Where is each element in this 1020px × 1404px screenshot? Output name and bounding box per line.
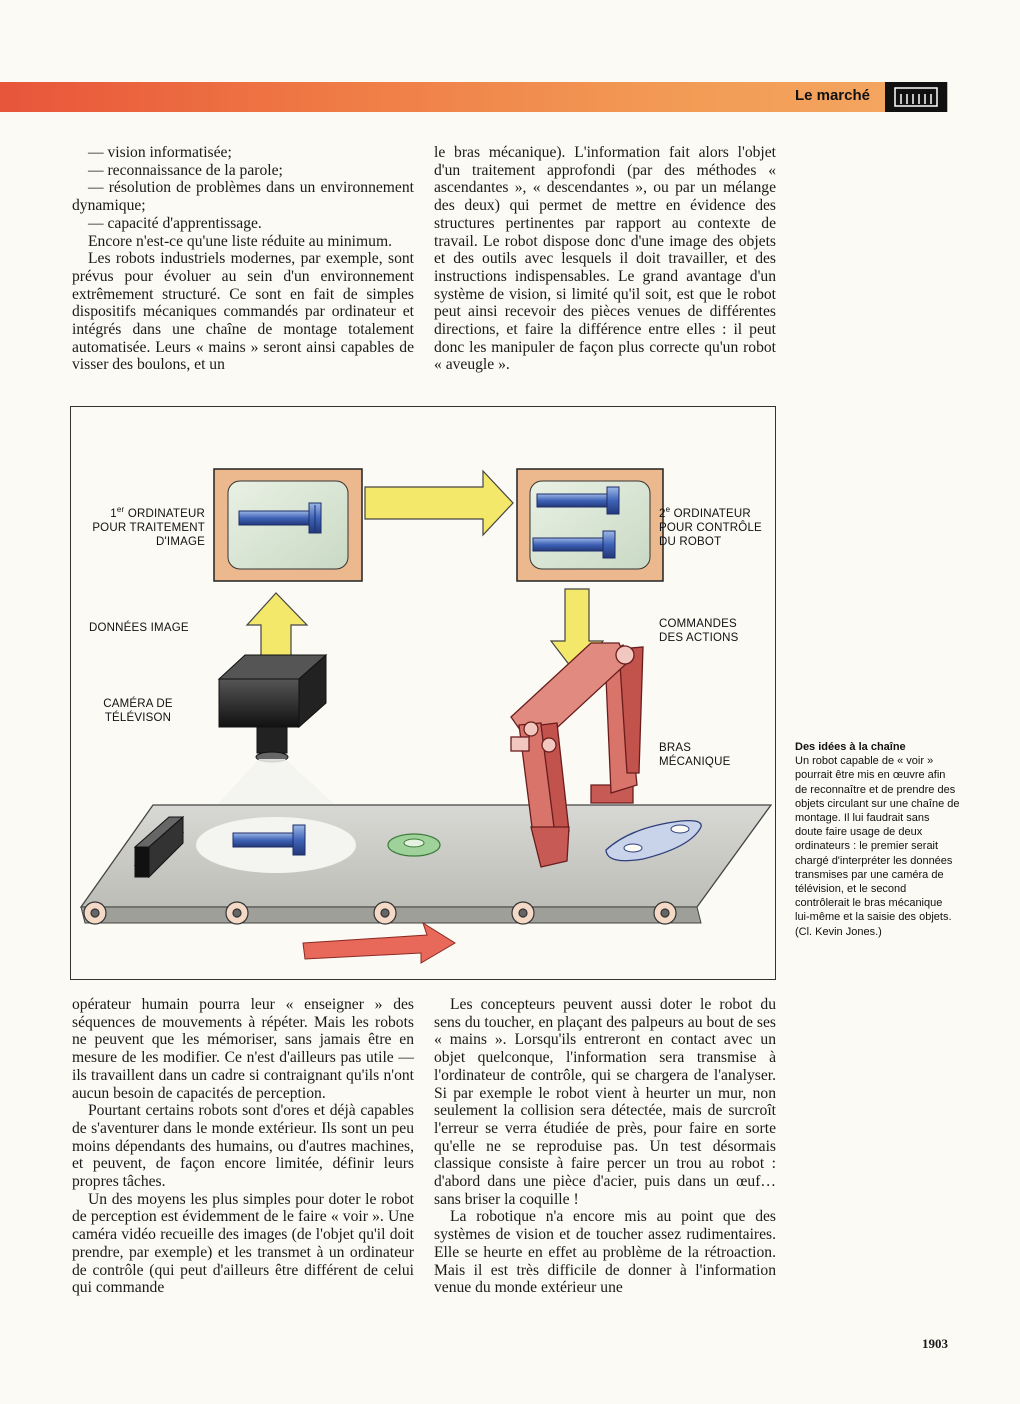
paragraph: Les robots industriels modernes, par exemple, sont prévus pour évoluer au sein d'un environnement extrêmement structuré. Ce sont en fait de simples dispositifs mécaniques commandés par ordinateur et intégrés dans une chaîne de montage totalement automatisée. Leurs « mains » seront ainsi capables de visser des boulons, et un (72, 250, 414, 374)
label-text: ORDINATEUR (670, 507, 751, 520)
paragraph: Pourtant certains robots sont d'ores et déjà capables de s'aventurer dans le monde extérieur. Ils sont un peu moins dépendants des humains, ou d'autres machines, et peuvent, de façon encore limitée, définir leurs propres tâches. (72, 1102, 414, 1191)
label-commands (659, 617, 739, 645)
caption-credit: (Cl. Kevin Jones.) (795, 925, 882, 938)
label-text: 1 (110, 507, 117, 520)
label-text: DU ROBOT (659, 535, 722, 548)
label-text: er (116, 505, 125, 514)
label-text: MÉCANIQUE (659, 756, 731, 768)
label-arm (659, 741, 730, 769)
label-computer-2 (659, 503, 762, 549)
page-number: 1903 (922, 1336, 948, 1351)
label-text: BRAS (659, 742, 692, 754)
robot-vision-diagram (70, 406, 776, 980)
label-camera (83, 697, 193, 725)
label-text: POUR CONTRÔLE (659, 521, 762, 534)
list-item: — vision informatisée; (88, 144, 232, 161)
text-column-2 (434, 144, 776, 374)
label-text: CAMÉRA DE (103, 698, 173, 710)
label-text: DES ACTIONS (659, 632, 739, 644)
label-text: COMMANDES (659, 618, 737, 630)
arrow-right-icon (365, 471, 513, 535)
label-text: D'IMAGE (156, 535, 205, 548)
label-text: ORDINATEUR (124, 507, 205, 520)
paragraph: La robotique n'a encore mis au point que des systèmes de vision et de toucher assez rudimentaires. Elle se heurte en effet au problème de la rétroaction. Mais il est très difficile de donner à l'information venue du monde extérieur une (434, 1208, 776, 1297)
list-item: — résolution de problèmes dans un environnement dynamique; (72, 179, 414, 215)
diagram-illustration (71, 407, 775, 979)
caption-body: Un robot capable de « voir » pourrait être mis en œuvre afin de reconnaître et de prendre des objets circulant sur une chaîne de montage. Il lui faudrait sans doute faire usage de deux ordinateurs : le premier serait chargé d'interpréter les données transmises par une caméra de télévision, et le second contrôlerait le bras mécanique lui-même et la saisie des objets. (795, 755, 960, 924)
paragraph: Un des moyens les plus simples pour doter le robot de perception est évidemment de le faire « voir ». Une caméra vidéo recueille des images (de l'objet qu'il doit prendre, par exemple) et les transmet à un ordinateur de contrôle (qui peut d'ailleurs être différent de celui qui commande (72, 1190, 414, 1297)
section-title: Le marché (794, 87, 870, 104)
monitor-1-icon (214, 469, 362, 581)
monitor-2-icon (517, 469, 663, 581)
label-computer-1 (83, 503, 205, 549)
text-column-3 (72, 996, 414, 1297)
text-column-1 (72, 144, 414, 374)
label-text: 2 (659, 507, 666, 520)
belt-direction-arrow-icon (303, 923, 455, 963)
paragraph: Les concepteurs peuvent aussi doter le robot du sens du toucher, en plaçant des palpeurs au bout de ses « mains ». Lorsqu'ils entreront en contact avec un objet quelconque, l'information sera transmise à l'ordinateur de contrôle, qui se chargera de l'analyser. Si par exemple le robot vient à heurter un mur, non seulement la collision sera détectée, mais de surcroît l'erreur se verra étudiée de près, pour faire en sorte qu'elle ne se reproduise pas. Un test désormais classique consiste à faire percer un trou au robot : d'abord dans une pièce d'acier, puis dans un œuf… sans briser la coquille ! (434, 996, 776, 1208)
label-text: POUR TRAITEMENT (92, 521, 205, 534)
paragraph: le bras mécanique). L'information fait alors l'objet d'un traitement approfondi (par des méthodes « ascendantes », « descendantes », ou par un mélange des deux) qui permet de mettre en évidence des structures pertinentes par rapport au contexte de travail. Le robot dispose donc d'une image des objets et des outils avec lesquels il doit travailler, et des instructions indispensables. Le grand avantage d'un système de vision, si limité qu'il soit, est que le robot peut ainsi recevoir des pièces venues de différentes directions, et faire la différence entre elles : il peut donc les manipuler de façon plus correcte qu'un robot « aveugle ». (434, 144, 776, 374)
paragraph: Encore n'est-ce qu'une liste réduite au minimum. (88, 232, 392, 250)
section-header-band (0, 82, 948, 112)
show-through-bleed (790, 140, 990, 600)
paragraph: opérateur humain pourra leur « enseigner » des séquences de mouvements à répéter. Mais les robots ne peuvent que les mémoriser, sans jamais être en mesure de les modifier. Ce n'est d'ailleurs pas utile — ils travaillent dans un cadre si contraignant qu'ils n'ont aucun besoin de capacités de perception. (72, 996, 414, 1102)
section-logo-icon (885, 82, 947, 112)
label-text: e (665, 505, 671, 514)
caption-title: Des idées à la chaîne (795, 741, 906, 753)
text-column-4 (434, 996, 776, 1297)
list-item: — capacité d'apprentissage. (88, 214, 262, 232)
camera-icon (219, 655, 326, 762)
label-text: TÉLÉVISON (104, 712, 172, 724)
washer-icon (388, 834, 440, 856)
list-item: — reconnaissance de la parole; (88, 161, 283, 179)
figure-caption (795, 740, 960, 939)
label-image-data: DONNÉES IMAGE (89, 622, 189, 634)
